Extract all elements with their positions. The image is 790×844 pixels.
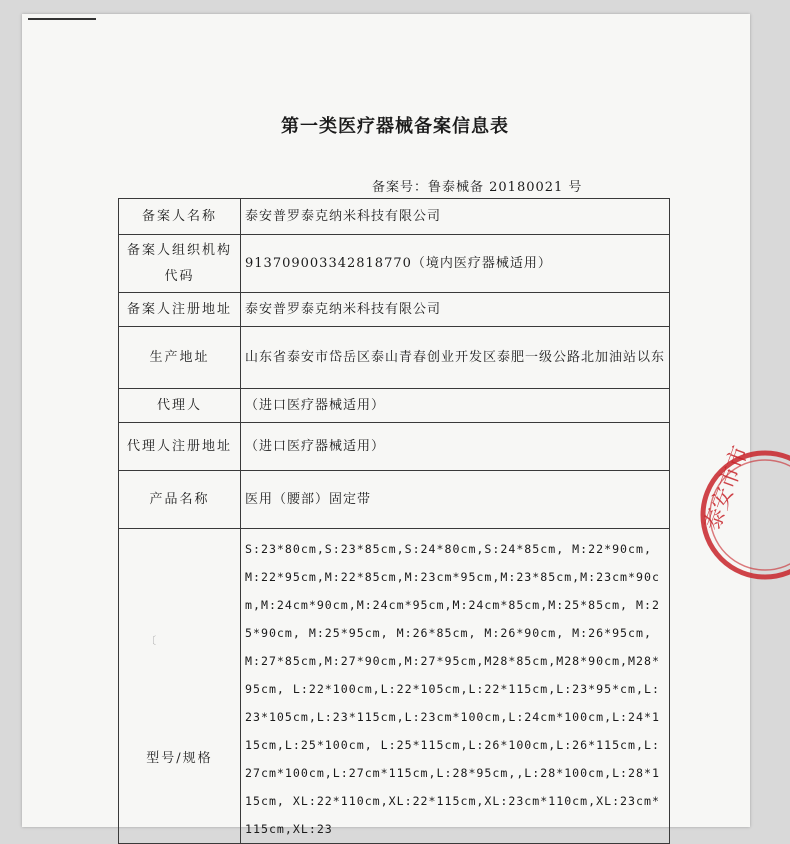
row-value: S:23*80cm,S:23*85cm,S:24*80cm,S:24*85cm, M:22*90cm,M:22*95cm,M:22*85cm,M:23cm*95cm,M:23*85cm,M:23cm*90cm,M:24cm*90cm,M:24cm*95cm,M:24cm*85cm,M:25*85cm, M:25*90cm, M:25*95cm, M:26*85cm, M:26*90cm, M:26*95cm, M:27*85cm,M:27*90cm,M:27*95cm,M28*85cm,M28*90cm,M28*95cm, L:22*100cm,L:22*105cm,L:22*115cm,L:23*95*cm,L:23*105cm,L:23*115cm,L:23cm*100cm,L:24cm*100cm,L:24*115cm,L:25*100cm, L:25*115cm,L:26*100cm,L:26*115cm,L:27cm*100cm,L:27cm*115cm,L:28*95cm,,L:28*100cm,L:28*115cm, XL:22*110cm,XL:22*115cm,XL:23cm*110cm,XL:23cm*115cm,XL:23	[241, 529, 670, 844]
row-value: 913709003342818770（境内医疗器械适用）	[241, 235, 670, 293]
info-table	[118, 198, 670, 844]
row-value: 山东省泰安市岱岳区泰山青春创业开发区泰肥一级公路北加油站以东	[241, 327, 670, 389]
row-label: 代理人注册地址	[119, 423, 241, 471]
row-value: 医用（腰部）固定带	[241, 471, 670, 529]
row-value: （进口医疗器械适用）	[241, 423, 670, 471]
record-number: 备案号：鲁泰械备 20180021 号	[372, 180, 583, 195]
row-label: 备案人注册地址	[119, 293, 241, 327]
row-value: 泰安普罗泰克纳米科技有限公司	[241, 293, 670, 327]
table-row	[119, 293, 670, 327]
scan-mark: 〔	[146, 636, 156, 647]
table-row	[119, 199, 670, 235]
row-label: 型号/规格	[119, 529, 241, 844]
row-value: 泰安普罗泰克纳米科技有限公司	[241, 199, 670, 235]
row-label: 备案人名称	[119, 199, 241, 235]
table-row	[119, 471, 670, 529]
row-label: 产品名称	[119, 471, 241, 529]
row-label: 代理人	[119, 389, 241, 423]
row-value: （进口医疗器械适用）	[241, 389, 670, 423]
row-label: 备案人组织机构代码	[119, 235, 241, 293]
top-rule	[28, 18, 96, 20]
table-row	[119, 423, 670, 471]
table-row	[119, 327, 670, 389]
row-label: 生产地址	[119, 327, 241, 389]
table-row	[119, 235, 670, 293]
table-row	[119, 529, 670, 844]
table-row	[119, 389, 670, 423]
page-title: 第一类医疗器械备案信息表	[281, 116, 509, 137]
stamp-text: 泰安市市	[700, 442, 754, 535]
